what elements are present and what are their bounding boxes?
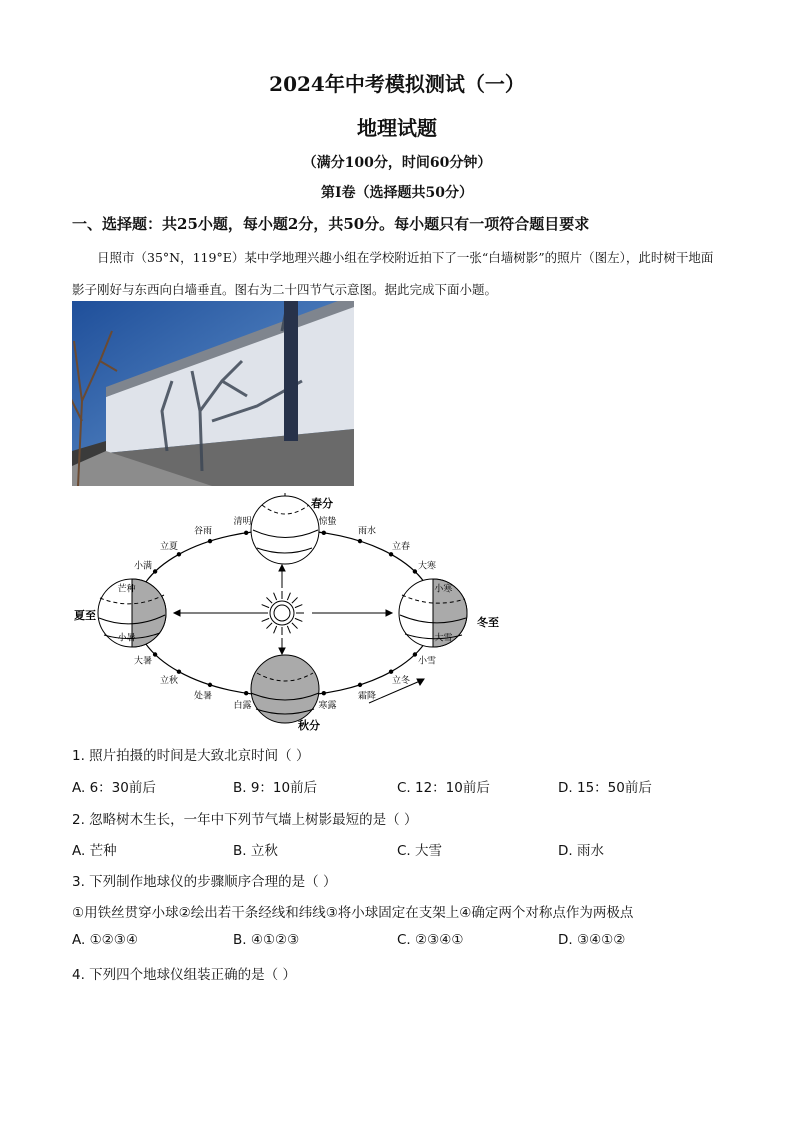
term-label: 雨水 — [357, 526, 377, 537]
sun-icon — [260, 591, 304, 635]
term-label: 夏至 — [74, 609, 96, 622]
q1-option-a: A. 6：30前后 — [72, 780, 156, 796]
section-heading: 一、选择题：共25小题，每小题2分，共50分。每小题只有一项符合题目要求 — [72, 215, 590, 233]
question-3: 3. 下列制作地球仪的步骤顺序合理的是（ ） — [72, 874, 337, 890]
orbit-dot — [244, 531, 248, 535]
q2-option-c: C. 大雪 — [397, 843, 443, 859]
term-label: 冬至 — [477, 616, 499, 629]
term-label: 立冬 — [391, 676, 410, 687]
term-label: 大暑 — [133, 656, 152, 667]
orbit-dot — [244, 691, 248, 695]
orbit-dot — [208, 539, 212, 543]
exam-title: 2024年中考模拟测试（一） — [269, 72, 525, 96]
term-label: 芒种 — [117, 584, 136, 595]
orbit-dot — [208, 683, 212, 687]
orbit-dot — [322, 531, 326, 535]
subject-title: 地理试题 — [357, 116, 437, 140]
term-label: 立夏 — [160, 541, 179, 552]
orbit-dot — [177, 552, 181, 556]
orbit-dot — [389, 669, 393, 673]
term-label: 小暑 — [117, 633, 136, 644]
orbit-dot — [358, 539, 362, 543]
volume-title: 第Ⅰ卷（选择题共50分） — [320, 185, 474, 201]
question-1: 1. 照片拍摄的时间是大致北京时间（ ） — [72, 748, 310, 764]
orbit-dot — [153, 652, 157, 656]
white-wall-photo — [72, 301, 354, 486]
term-label: 春分 — [311, 497, 333, 510]
solar-terms-diagram — [72, 493, 502, 733]
question-3-steps: ①用铁丝贯穿小球②绘出若干条经线和纬线③将小球固定在支架上④确定两个对称点作为两极点 — [72, 905, 634, 921]
orbit-dot — [322, 691, 326, 695]
q3-option-c: C. ②③④① — [397, 932, 464, 948]
orbit-dot — [413, 569, 417, 573]
term-label: 白露 — [233, 700, 252, 711]
q1-option-d: D. 15：50前后 — [558, 780, 652, 796]
term-label: 小雪 — [418, 656, 437, 667]
q3-option-d: D. ③④①② — [558, 932, 626, 948]
q1-option-c: C. 12：10前后 — [397, 780, 490, 796]
q2-option-d: D. 雨水 — [558, 843, 604, 859]
term-label: 惊蛰 — [318, 517, 337, 528]
term-label: 大寒 — [418, 561, 437, 572]
term-label: 秋分 — [298, 719, 320, 732]
q3-option-a: A. ①②③④ — [72, 932, 138, 948]
orbit-dot — [413, 652, 417, 656]
orbit-dot — [389, 552, 393, 556]
orbit-dot — [358, 683, 362, 687]
term-label: 霜降 — [357, 691, 377, 702]
term-label: 大雪 — [434, 633, 453, 644]
exam-info: （满分100分，时间60分钟） — [302, 155, 492, 171]
term-label: 立秋 — [160, 676, 179, 687]
orbit-dot — [177, 669, 181, 673]
orbit-dot — [153, 569, 157, 573]
term-label: 寒露 — [318, 700, 337, 711]
term-label: 小满 — [133, 561, 152, 572]
q2-option-b: B. 立秋 — [233, 843, 278, 859]
term-label: 谷雨 — [193, 526, 213, 537]
term-label: 立春 — [391, 541, 410, 552]
question-4: 4. 下列四个地球仪组装正确的是（ ） — [72, 967, 296, 983]
term-label: 小寒 — [434, 584, 453, 595]
q1-option-b: B. 9：10前后 — [233, 780, 318, 796]
question-2: 2. 忽略树木生长，一年中下列节气墙上树影最短的是（ ） — [72, 812, 418, 828]
intro-paragraph: 日照市（35°N，119°E）某中学地理兴趣小组在学校附近拍下了一张“白墙树影”的照片（图左），此时树干地面影子刚好与东西向白墙垂直。图右为二十四节气示意图。据此完成下面小题。 — [72, 250, 714, 297]
term-label: 处暑 — [193, 691, 213, 702]
q2-option-a: A. 芒种 — [72, 843, 117, 859]
term-label: 清明 — [233, 517, 252, 528]
q3-option-b: B. ④①②③ — [233, 932, 300, 948]
